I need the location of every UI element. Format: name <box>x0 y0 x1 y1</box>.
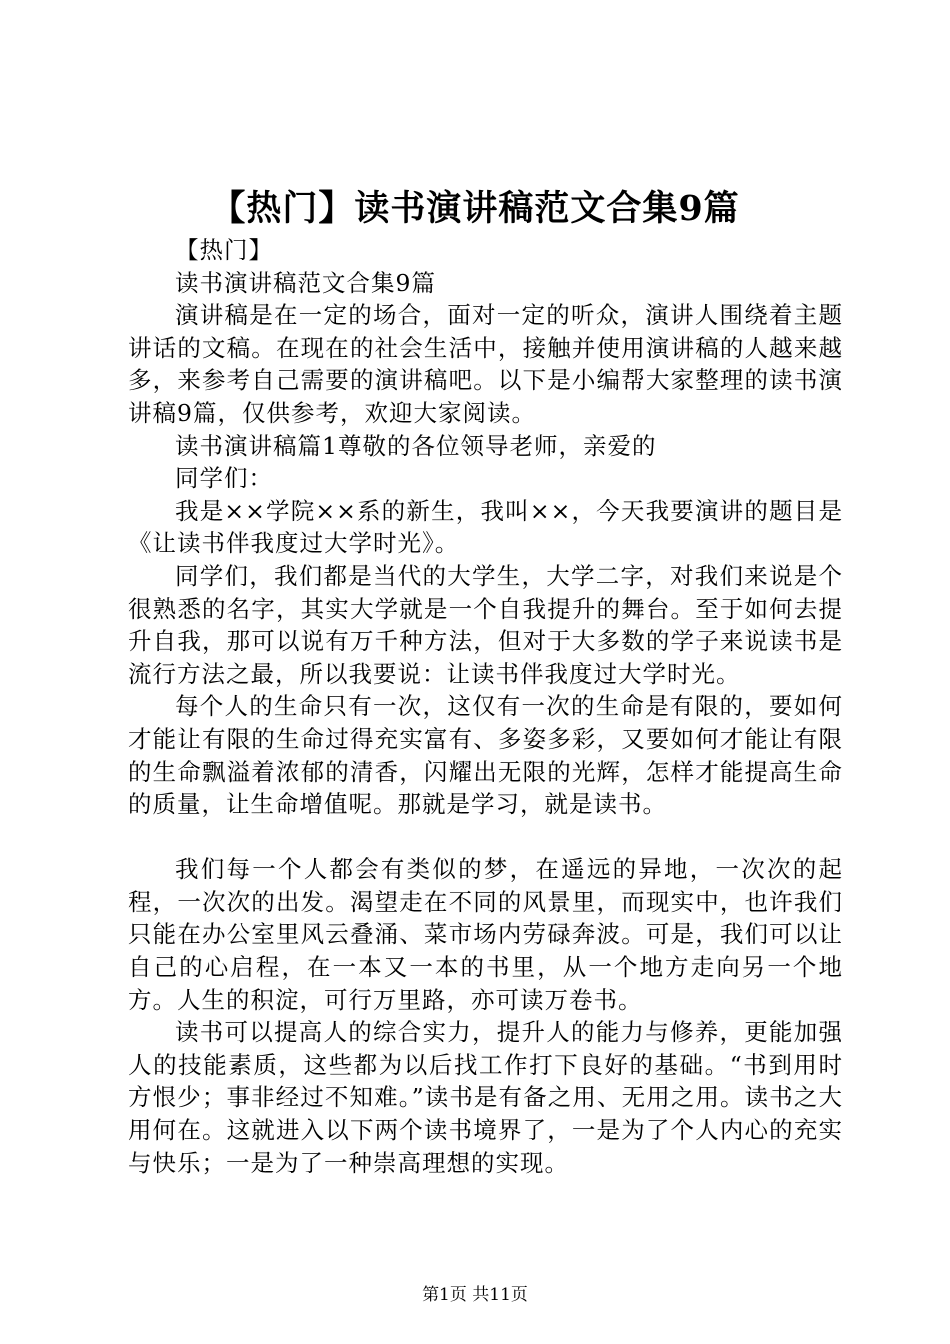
page-footer: 第1页 共11页 <box>422 1285 528 1305</box>
document-title: 【热门】读书演讲稿范文合集9篇 <box>210 188 740 229</box>
paragraph-body: 每个人的生命只有一次，这仅有一次的生命是有限的，要如何才能让有限的生命过得充实富有、多姿多彩，又要如何才能让有限的生命飘溢着浓郁的清香，闪耀出无限的光辉，怎样才能提高生命的质量，让生命增值呢。那就是学习，就是读书。 <box>128 692 843 819</box>
paragraph-body: 我们每一个人都会有类似的梦，在遥远的异地，一次次的起程，一次次的出发。渴望走在不同的风景里，而现实中，也许我们只能在办公室里风云叠涌、菜市场内劳碌奔波。可是，我们可以让自己的心启程，在一本又一本的书里，从一个地方走向另一个地方。人生的积淀，可行万里路，亦可读万卷书。 <box>128 855 843 1014</box>
paragraph-body: 同学们，我们都是当代的大学生，大学二字，对我们来说是个很熟悉的名字，其实大学就是一个自我提升的舞台。至于如何去提升自我，那可以说有万千种方法，但对于大多数的学子来说读书是流行方法之最，所以我要说：让读书伴我度过大学时光。 <box>128 561 843 688</box>
document-body <box>128 234 843 1179</box>
paragraph-speech-heading: 读书演讲稿篇1尊敬的各位领导老师，亲爱的 <box>175 431 657 460</box>
paragraph-subtitle: 读书演讲稿范文合集9篇 <box>175 268 436 297</box>
paragraph-tag: 【热门】 <box>175 236 273 264</box>
paragraph-intro: 演讲稿是在一定的场合，面对一定的听众，演讲人围绕着主题讲话的文稿。在现在的社会生活中，接触并使用演讲稿的人越来越多，来参考自己需要的演讲稿吧。以下是小编帮大家整理的读书演讲稿9篇，仅供参考，欢迎大家阅读。 <box>128 301 843 427</box>
paragraph-self-intro: 我是××学院××系的新生，我叫××，今天我要演讲的题目是《让读书伴我度过大学时光》。 <box>128 496 843 558</box>
paragraph-salutation: 同学们： <box>175 464 273 493</box>
paragraph-body: 读书可以提高人的综合实力，提升人的能力与修养，更能加强人的技能素质，这些都为以后找工作打下良好的基础。“书到用时方恨少；事非经过不知难。”读书是有备之用、无用之用。读书之大用何在。这就进入以下两个读书境界了，一是为了个人内心的充实与快乐；一是为了一种崇高理想的实现。 <box>128 1018 843 1177</box>
